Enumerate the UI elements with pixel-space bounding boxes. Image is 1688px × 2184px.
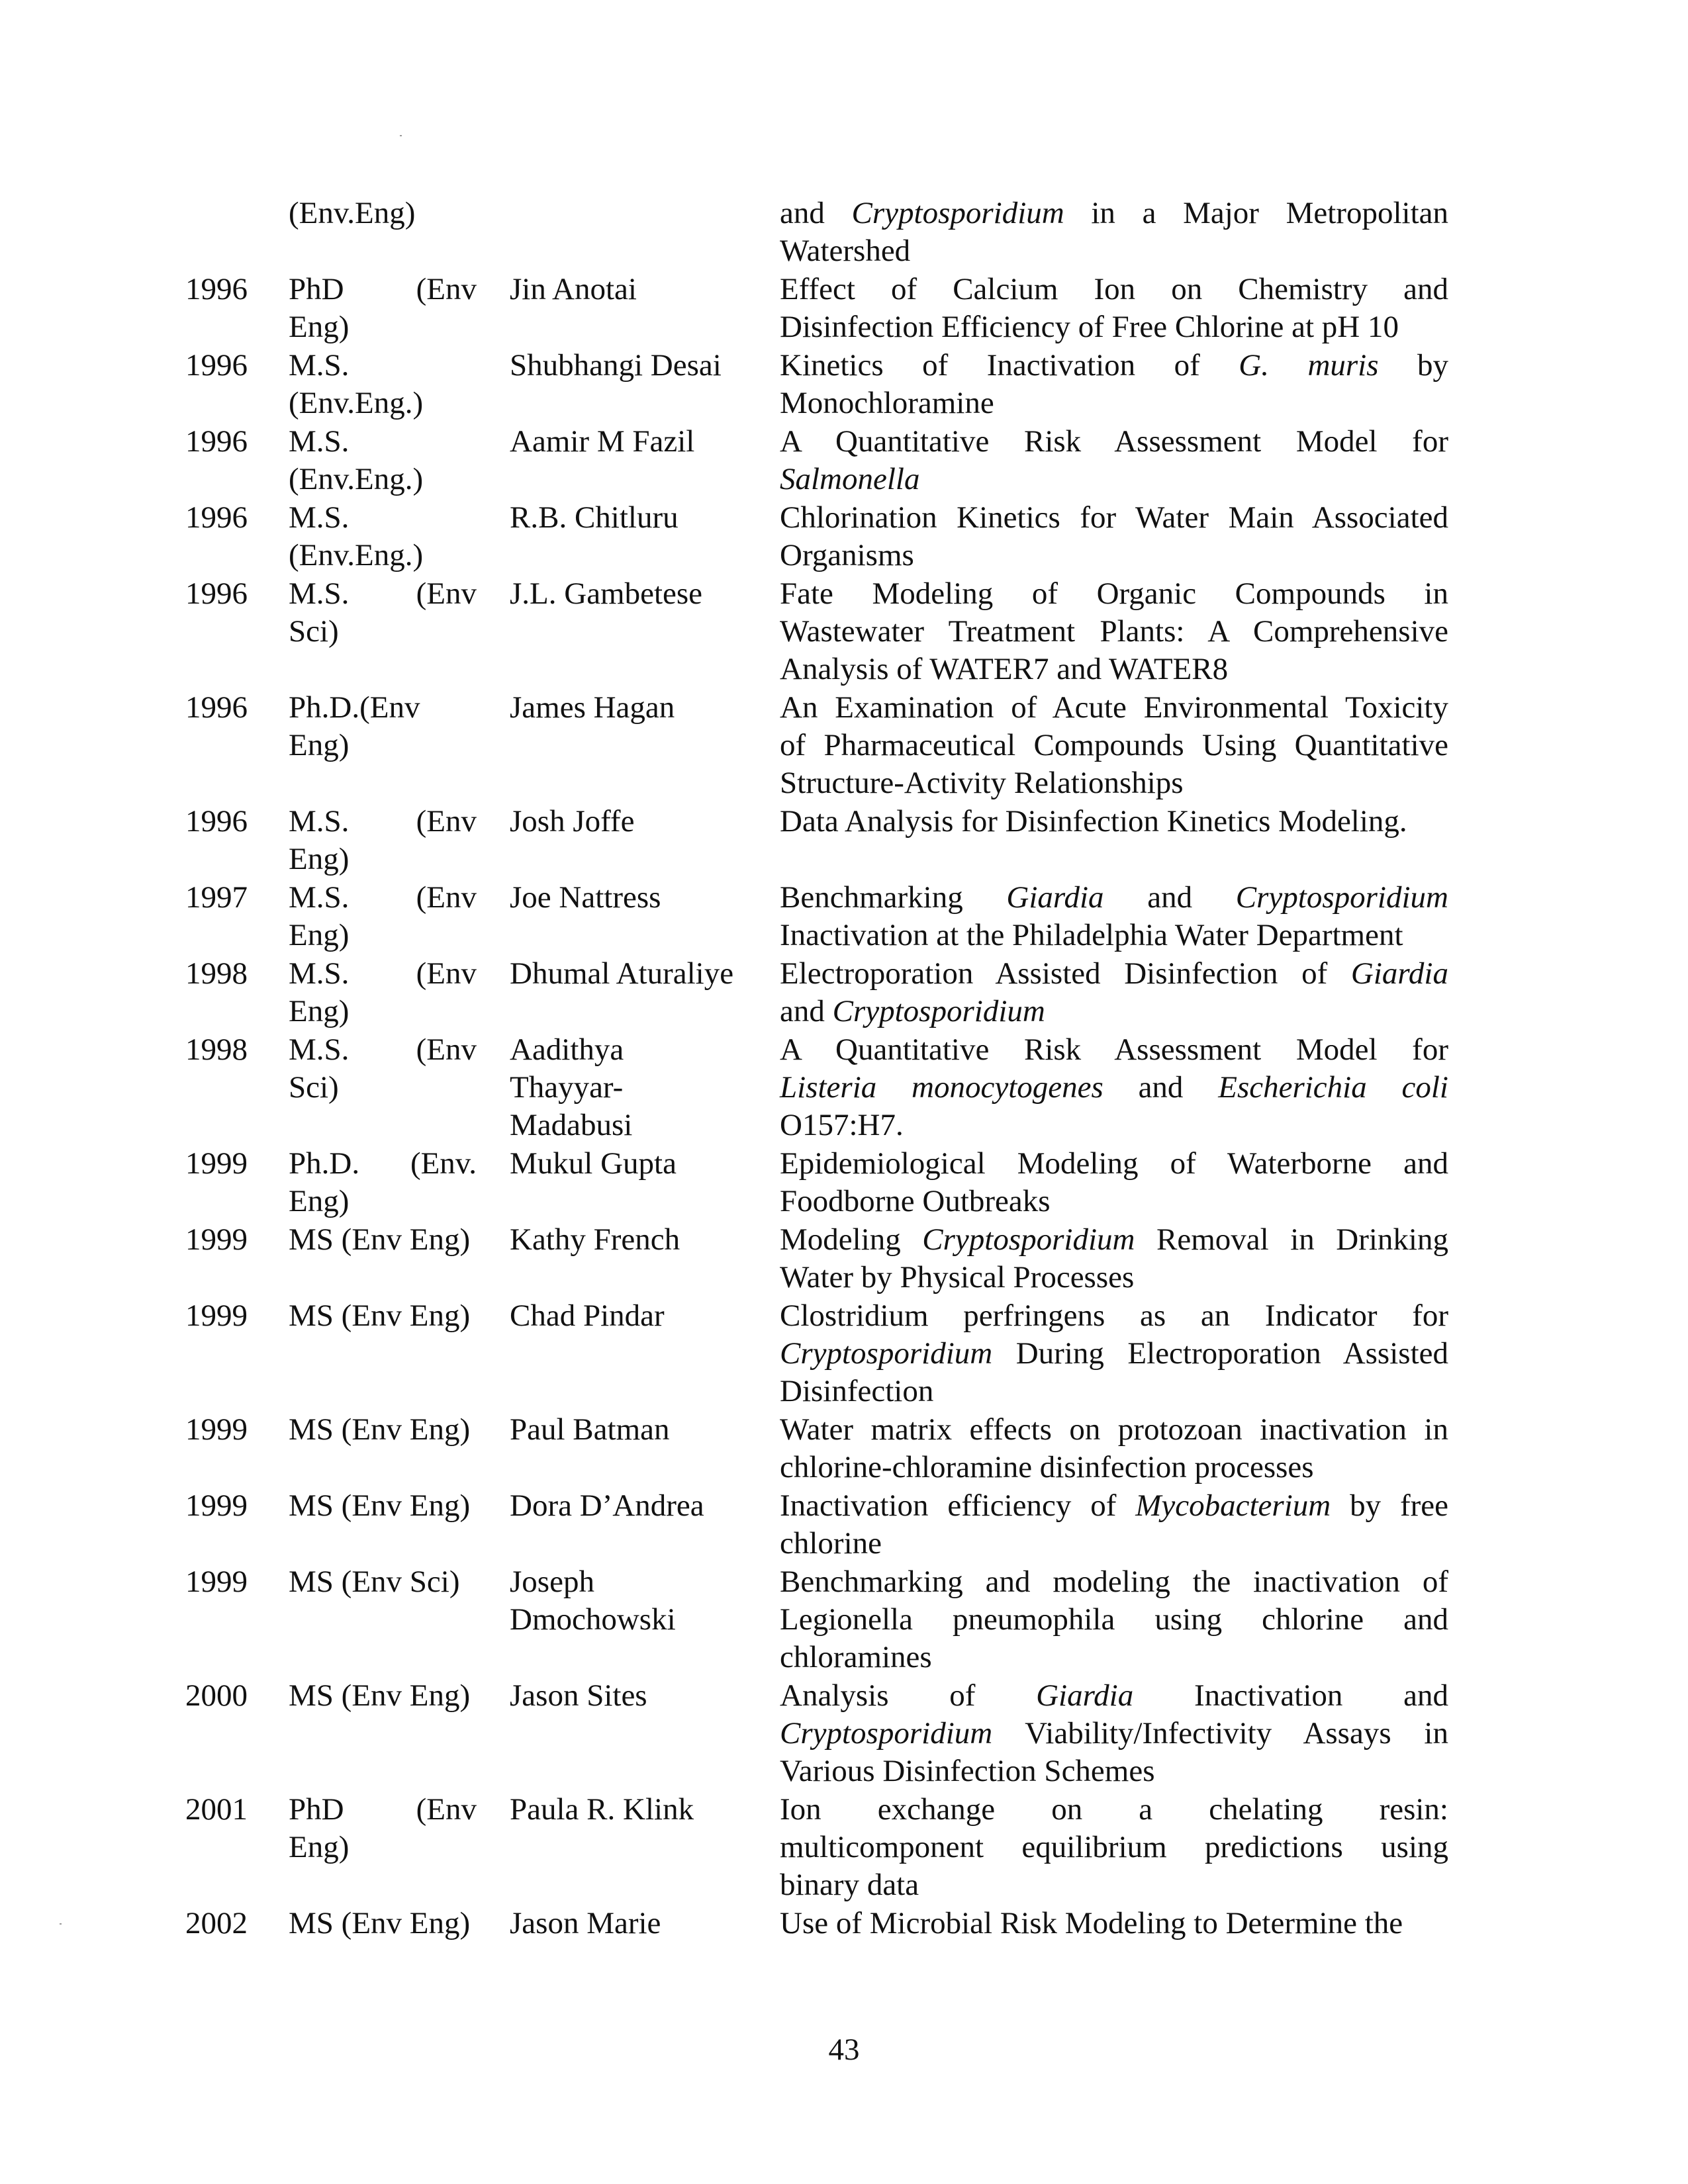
row-year: 2000 (185, 1678, 248, 1713)
row-title (780, 1791, 1448, 1904)
row-degree (289, 1905, 487, 1942)
degree-line: MS (Env Eng) (289, 1906, 471, 1940)
row-name (510, 1221, 774, 1259)
row-name (510, 271, 774, 308)
row-name (510, 575, 774, 613)
row-title (780, 195, 1448, 270)
title-line: Water matrix effects on protozoan inactivation in (780, 1412, 1448, 1447)
degree-line: M.S. (289, 348, 350, 383)
row-title (780, 499, 1448, 574)
degree-line: M.S. (Env (289, 804, 477, 839)
degree-line: MS (Env Eng) (289, 1488, 471, 1523)
title-line: Kinetics of Inactivation of G. muris by (780, 348, 1448, 383)
title-line: chlorine (780, 1526, 882, 1561)
name-line: Madabusi (510, 1108, 633, 1142)
title-line: and Cryptosporidium in a Major Metropolitan (780, 196, 1448, 230)
degree-line: Eng) (289, 842, 350, 876)
name-line: Paula R. Klink (510, 1792, 694, 1827)
degree-line: MS (Env Sci) (289, 1565, 460, 1599)
degree-line: MS (Env Eng) (289, 1678, 471, 1713)
row-title (780, 1145, 1448, 1220)
title-line: Foodborne Outbreaks (780, 1184, 1051, 1218)
degree-line: Eng) (289, 918, 350, 952)
name-line: Mukul Gupta (510, 1146, 677, 1181)
title-line: Fate Modeling of Organic Compounds in (780, 576, 1448, 611)
row-name (510, 879, 774, 917)
row-degree (289, 423, 487, 498)
degree-line: Ph.D. (Env. (289, 1146, 477, 1181)
row-degree (289, 1297, 487, 1335)
row-year: 1996 (185, 804, 248, 839)
degree-line: PhD (Env (289, 272, 477, 306)
name-line: Shubhangi Desai (510, 348, 722, 383)
degree-line: Eng) (289, 1184, 350, 1218)
row-degree (289, 803, 487, 878)
row-degree (289, 1145, 487, 1220)
row-name (510, 803, 774, 841)
row-title (780, 1487, 1448, 1563)
degree-line: M.S. (Env (289, 880, 477, 915)
title-line: Cryptosporidium Viability/Infectivity Assays in (780, 1716, 1448, 1751)
row-title (780, 1031, 1448, 1144)
row-year: 1999 (185, 1298, 248, 1333)
name-line: Aamir M Fazil (510, 424, 695, 459)
title-line: chlorine-chloramine disinfection processes (780, 1450, 1314, 1484)
degree-line: Eng) (289, 994, 350, 1028)
name-line: Kathy French (510, 1222, 680, 1257)
title-line: Inactivation at the Philadelphia Water Department (780, 918, 1403, 952)
title-line: binary data (780, 1868, 919, 1902)
name-line: Josh Joffe (510, 804, 635, 839)
row-year: 1999 (185, 1222, 248, 1257)
degree-line: (Env.Eng.) (289, 386, 424, 420)
row-title (780, 879, 1448, 954)
degree-line: MS (Env Eng) (289, 1298, 471, 1333)
name-line: Chad Pindar (510, 1298, 665, 1333)
row-degree (289, 955, 487, 1030)
row-degree (289, 689, 487, 764)
title-line: Water by Physical Processes (780, 1260, 1135, 1295)
degree-line: Eng) (289, 310, 350, 344)
row-year: 1996 (185, 500, 248, 535)
row-name (510, 1031, 774, 1144)
title-line: of Pharmaceutical Compounds Using Quantitative (780, 728, 1448, 762)
row-title (780, 1297, 1448, 1410)
title-line: and Cryptosporidium (780, 994, 1045, 1028)
title-line: Electroporation Assisted Disinfection of Giardia (780, 956, 1448, 991)
row-name (510, 499, 774, 537)
title-line: A Quantitative Risk Assessment Model for (780, 424, 1448, 459)
title-line: Ion exchange on a chelating resin: (780, 1792, 1448, 1827)
row-year: 1999 (185, 1412, 248, 1447)
title-line: Inactivation efficiency of Mycobacterium by free (780, 1488, 1448, 1523)
row-year: 1996 (185, 272, 248, 306)
title-line: Structure-Activity Relationships (780, 766, 1184, 800)
row-year: 2001 (185, 1792, 248, 1827)
title-line: Clostridium perfringens as an Indicator for (780, 1298, 1448, 1333)
row-name (510, 955, 774, 993)
row-name (510, 1145, 774, 1183)
degree-line: (Env.Eng.) (289, 538, 424, 572)
row-name (510, 423, 774, 461)
title-line: Data Analysis for Disinfection Kinetics Modeling. (780, 804, 1407, 839)
title-line: Legionella pneumophila using chlorine and (780, 1602, 1448, 1637)
degree-line: Sci) (289, 1070, 339, 1105)
row-title (780, 347, 1448, 422)
row-name (510, 1411, 774, 1449)
name-line: Dmochowski (510, 1602, 676, 1637)
row-year: 1996 (185, 576, 248, 611)
row-degree (289, 1677, 487, 1715)
title-line: Epidemiological Modeling of Waterborne and (780, 1146, 1448, 1181)
name-line: Thayyar- (510, 1070, 624, 1105)
row-name (510, 1677, 774, 1715)
row-degree (289, 879, 487, 954)
row-degree (289, 575, 487, 651)
name-line: Jin Anotai (510, 272, 637, 306)
scan-speck (60, 1923, 62, 1925)
row-title (780, 689, 1448, 802)
title-line: Benchmarking Giardia and Cryptosporidium (780, 880, 1448, 915)
name-line: Jason Sites (510, 1678, 647, 1713)
row-year: 1996 (185, 348, 248, 383)
row-year: 1998 (185, 1032, 248, 1067)
title-line: Chlorination Kinetics for Water Main Associated (780, 500, 1448, 535)
row-title (780, 575, 1448, 688)
name-line: Paul Batman (510, 1412, 670, 1447)
row-degree (289, 347, 487, 422)
row-year: 1999 (185, 1146, 248, 1181)
row-name (510, 1297, 774, 1335)
row-title (780, 1677, 1448, 1790)
row-name (510, 1563, 774, 1639)
degree-line: M.S. (Env (289, 956, 477, 991)
row-title (780, 955, 1448, 1030)
row-degree (289, 195, 487, 232)
title-line: Monochloramine (780, 386, 994, 420)
row-title (780, 1411, 1448, 1486)
title-line: Analysis of WATER7 and WATER8 (780, 652, 1229, 686)
row-year: 1996 (185, 424, 248, 459)
title-line: Wastewater Treatment Plants: A Comprehensive (780, 614, 1448, 649)
title-line: Listeria monocytogenes and Escherichia coli (780, 1070, 1448, 1105)
title-line: Various Disinfection Schemes (780, 1754, 1155, 1788)
row-title (780, 423, 1448, 498)
scan-speck (400, 135, 402, 136)
page-number: 43 (828, 2032, 860, 2067)
row-degree (289, 1221, 487, 1259)
row-year: 1996 (185, 690, 248, 725)
degree-line: PhD (Env (289, 1792, 477, 1827)
row-name (510, 347, 774, 385)
title-line: Benchmarking and modeling the inactivation of (780, 1565, 1448, 1599)
degree-line: M.S. (289, 500, 350, 535)
name-line: Dhumal Aturaliye (510, 956, 734, 991)
row-title (780, 1563, 1448, 1676)
row-degree (289, 1487, 487, 1525)
title-line: Salmonella (780, 462, 920, 496)
degree-line: M.S. (Env (289, 1032, 477, 1067)
degree-line: M.S. (Env (289, 576, 477, 611)
row-name (510, 689, 774, 727)
title-line: Modeling Cryptosporidium Removal in Drinking (780, 1222, 1448, 1257)
title-line: An Examination of Acute Environmental Toxicity (780, 690, 1448, 725)
title-line: Disinfection Efficiency of Free Chlorine at pH 10 (780, 310, 1399, 344)
title-line: Disinfection (780, 1374, 934, 1408)
name-line: Joseph (510, 1565, 594, 1599)
degree-line: Ph.D.(Env (289, 690, 420, 725)
row-name (510, 1791, 774, 1829)
name-line: R.B. Chitluru (510, 500, 679, 535)
row-name (510, 1487, 774, 1525)
row-year: 1997 (185, 880, 248, 915)
name-line: Aadithya (510, 1032, 624, 1067)
row-degree (289, 1031, 487, 1107)
row-title (780, 803, 1448, 841)
degree-line: Eng) (289, 728, 350, 762)
name-line: Joe Nattress (510, 880, 661, 915)
row-year: 2002 (185, 1906, 248, 1940)
degree-line: Eng) (289, 1830, 350, 1864)
name-line: James Hagan (510, 690, 675, 725)
title-line: Analysis of Giardia Inactivation and (780, 1678, 1448, 1713)
row-degree (289, 499, 487, 574)
title-line: Cryptosporidium During Electroporation Assisted (780, 1336, 1448, 1371)
row-title (780, 1905, 1448, 1942)
name-line: Dora D’Andrea (510, 1488, 704, 1523)
degree-line: (Env.Eng.) (289, 462, 424, 496)
name-line: J.L. Gambetese (510, 576, 703, 611)
name-line: Jason Marie (510, 1906, 661, 1940)
row-name (510, 1905, 774, 1942)
row-degree (289, 1563, 487, 1601)
row-year: 1998 (185, 956, 248, 991)
degree-line: (Env.Eng) (289, 196, 416, 230)
title-line: A Quantitative Risk Assessment Model for (780, 1032, 1448, 1067)
title-line: Organisms (780, 538, 914, 572)
title-line: Watershed (780, 234, 911, 268)
degree-line: M.S. (289, 424, 350, 459)
degree-line: MS (Env Eng) (289, 1412, 471, 1447)
row-degree (289, 1411, 487, 1449)
row-title (780, 271, 1448, 346)
row-year: 1999 (185, 1565, 248, 1599)
row-degree (289, 1791, 487, 1866)
title-line: Use of Microbial Risk Modeling to Determine the (780, 1906, 1403, 1940)
title-line: O157:H7. (780, 1108, 904, 1142)
title-line: Effect of Calcium Ion on Chemistry and (780, 272, 1448, 306)
row-degree (289, 271, 487, 346)
title-line: chloramines (780, 1640, 932, 1674)
row-year: 1999 (185, 1488, 248, 1523)
degree-line: MS (Env Eng) (289, 1222, 471, 1257)
row-title (780, 1221, 1448, 1297)
title-line: multicomponent equilibrium predictions using (780, 1830, 1448, 1864)
degree-line: Sci) (289, 614, 339, 649)
